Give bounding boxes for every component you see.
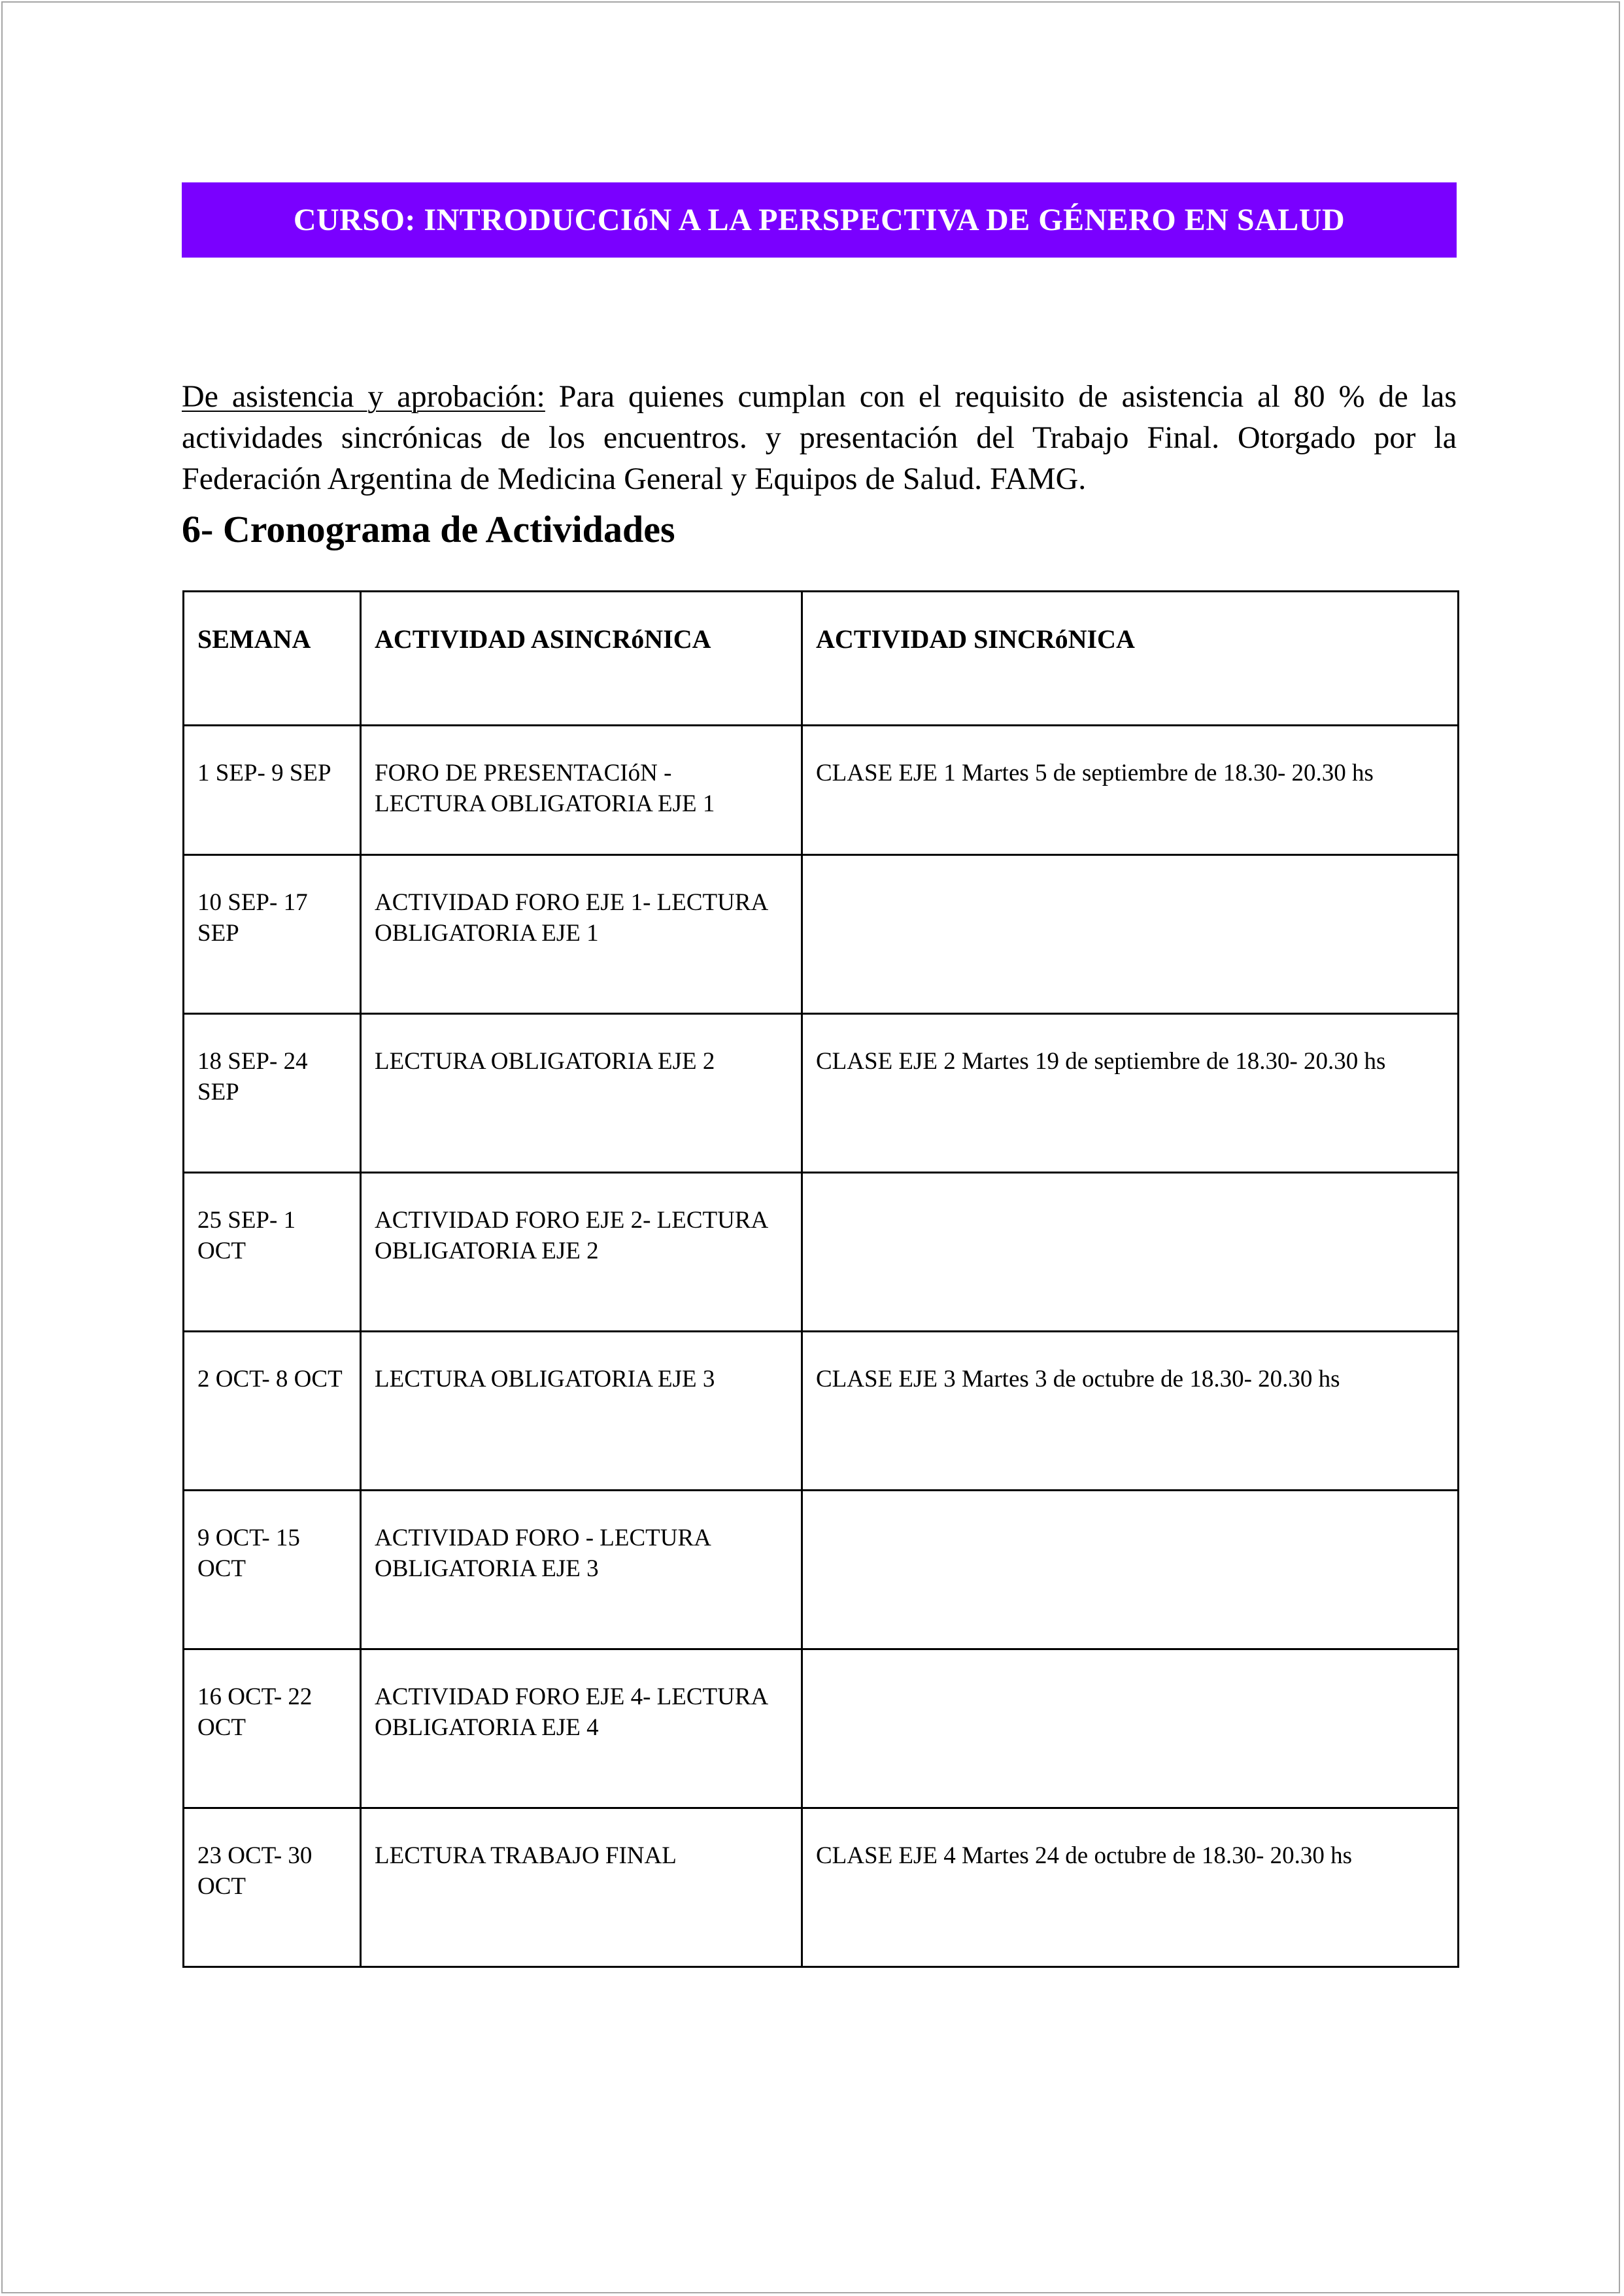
cell-week: 16 OCT- 22 OCT [184, 1649, 361, 1808]
table-row [184, 1649, 1459, 1808]
cell-week: 18 SEP- 24 SEP [184, 1014, 361, 1173]
cell-async: ACTIVIDAD FORO EJE 4- LECTURA OBLIGATORIA EJE 4 [361, 1649, 802, 1808]
cell-sync [802, 1649, 1459, 1808]
cell-sync [802, 1173, 1459, 1332]
cell-async: LECTURA OBLIGATORIA EJE 2 [361, 1014, 802, 1173]
header-async-activity: ACTIVIDAD ASINCRóNICA [361, 592, 802, 726]
cell-week: 9 OCT- 15 OCT [184, 1491, 361, 1649]
table-row [184, 855, 1459, 1014]
table-row [184, 726, 1459, 855]
cell-week: 25 SEP- 1 OCT [184, 1173, 361, 1332]
table-row [184, 1173, 1459, 1332]
cell-sync: CLASE EJE 2 Martes 19 de septiembre de 18.30- 20.30 hs [802, 1014, 1459, 1173]
cell-async: ACTIVIDAD FORO EJE 2- LECTURA OBLIGATORIA EJE 2 [361, 1173, 802, 1332]
cell-sync: CLASE EJE 1 Martes 5 de septiembre de 18.30- 20.30 hs [802, 726, 1459, 855]
certificate-label: De asistencia y aprobación: [182, 379, 545, 414]
cell-async: LECTURA TRABAJO FINAL [361, 1808, 802, 1967]
header-week: SEMANA [184, 592, 361, 726]
table-header-row [184, 592, 1459, 726]
cell-week: 23 OCT- 30 OCT [184, 1808, 361, 1967]
course-title-banner [182, 182, 1457, 258]
header-sync-activity: ACTIVIDAD SINCRóNICA [802, 592, 1459, 726]
course-title: CURSO: INTRODUCCIóN A LA PERSPECTIVA DE GÉNERO EN SALUD [293, 203, 1345, 237]
cell-sync [802, 1491, 1459, 1649]
cell-week: 1 SEP- 9 SEP [184, 726, 361, 855]
table-row [184, 1808, 1459, 1967]
table-row [184, 1491, 1459, 1649]
certificate-paragraph [182, 376, 1457, 499]
cell-sync: CLASE EJE 3 Martes 3 de octubre de 18.30- 20.30 hs [802, 1332, 1459, 1491]
cell-async: ACTIVIDAD FORO EJE 1- LECTURA OBLIGATORIA EJE 1 [361, 855, 802, 1014]
cell-async: FORO DE PRESENTACIóN - LECTURA OBLIGATORIA EJE 1 [361, 726, 802, 855]
cell-async: LECTURA OBLIGATORIA EJE 3 [361, 1332, 802, 1491]
cell-week: 10 SEP- 17 SEP [184, 855, 361, 1014]
table-row [184, 1014, 1459, 1173]
cell-async: ACTIVIDAD FORO - LECTURA OBLIGATORIA EJE 3 [361, 1491, 802, 1649]
cell-sync: CLASE EJE 4 Martes 24 de octubre de 18.30- 20.30 hs [802, 1808, 1459, 1967]
schedule-heading: 6- Cronograma de Actividades [182, 508, 675, 550]
certificate-text: Para quienes cumplan con el requisito de asistencia al 80 % de las actividades sincrónicas de los encuentros. y presentación del Trabajo Final. Otorgado por la Federación Argentina de Medicina General y Equipos de Salud. FAMG. [182, 379, 1457, 496]
cell-sync [802, 855, 1459, 1014]
cell-week: 2 OCT- 8 OCT [184, 1332, 361, 1491]
table-row [184, 1332, 1459, 1491]
schedule-table [182, 590, 1459, 1968]
